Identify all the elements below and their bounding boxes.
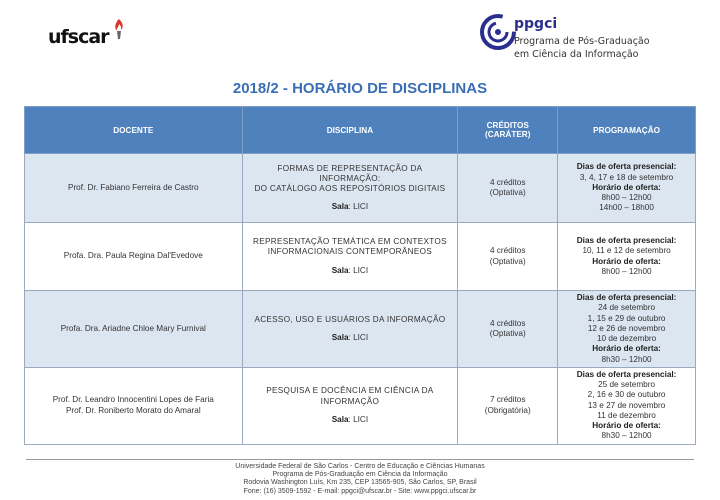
disciplina-cell	[242, 291, 458, 368]
programacao-cell	[558, 291, 696, 368]
footer-line: Fone: (16) 3509-1592 - E-mail: ppgci@ufscar.br - Site: www.ppgci.ufscar.br	[243, 487, 477, 495]
sala-info	[249, 333, 452, 343]
programacao-cell	[558, 223, 696, 291]
ufscar-wordmark: ufscar	[48, 26, 109, 48]
page-title: 2018/2 - HORÁRIO DE DISCIPLINAS	[232, 80, 488, 97]
disciplina-name-line: DO CATÁLOGO AOS REPOSITÓRIOS DIGITAIS	[254, 184, 446, 193]
ppgci-subtitle-line2: em Ciência da Informação	[514, 49, 639, 60]
ppgci-logo	[478, 8, 668, 60]
creditos-value: 4 créditos	[489, 318, 526, 328]
docente-cell	[25, 367, 243, 444]
ppgci-emblem-icon	[478, 12, 518, 52]
horario-label: Horário de oferta:	[592, 256, 661, 266]
oferta-label: Dias de oferta presencial:	[576, 162, 677, 172]
horario-value: 14h00 – 18h00	[599, 203, 654, 213]
oferta-dias: 10, 11 e 12 de setembro	[582, 246, 671, 256]
header-docente: DOCENTE	[25, 107, 243, 154]
header-carater-label: (CARÁTER)	[484, 130, 531, 139]
table-header-row	[25, 107, 696, 154]
disciplina-cell	[242, 223, 458, 291]
header-disciplina: DISCIPLINA	[242, 107, 458, 154]
oferta-dias: 3, 4, 17 e 18 de setembro	[579, 172, 674, 182]
header-programacao: PROGRAMAÇÃO	[558, 107, 696, 154]
docente-cell	[25, 223, 243, 291]
sala-value: : LICI	[348, 202, 369, 212]
horario-label: Horário de oferta:	[592, 182, 661, 192]
sala-info	[249, 415, 452, 425]
footer-divider	[26, 459, 694, 460]
docente-name: Prof. Dr. Leandro Innocentini Lopes de Faria	[52, 395, 214, 405]
disciplina-cell	[242, 367, 458, 444]
creditos-cell	[458, 223, 558, 291]
ppgci-wordmark: ppgci	[514, 16, 558, 32]
programacao-cell	[558, 154, 696, 223]
oferta-label: Dias de oferta presencial:	[576, 236, 677, 245]
sala-label: Sala	[331, 414, 349, 424]
docente-cell	[25, 291, 243, 368]
creditos-cell	[458, 367, 558, 444]
horario-value: 8h30 – 12h00	[601, 354, 652, 364]
docente-name: Prof. Dr. Roniberto Morato do Amaral	[65, 405, 201, 415]
oferta-dias: 10 de dezembro	[596, 334, 657, 343]
disciplina-name-line: ACESSO, USO E USUÁRIOS DA INFORMAÇÃO	[254, 314, 446, 324]
sala-label: Sala	[331, 265, 349, 275]
disciplina-name-line: INFORMACIONAIS CONTEMPORÂNEOS	[267, 247, 433, 257]
disciplina-name-line: PESQUISA E DOCÊNCIA EM CIÊNCIA DA	[266, 386, 434, 396]
creditos-value: 7 créditos	[489, 395, 526, 405]
oferta-label: Dias de oferta presencial:	[576, 369, 677, 379]
disciplina-cell	[242, 154, 458, 223]
horario-label: Horário de oferta:	[592, 421, 661, 430]
header-creditos	[458, 107, 558, 154]
docente-name: Prof. Dr. Fabiano Ferreira de Castro	[67, 182, 199, 192]
carater-value: (Obrigatória)	[484, 405, 531, 415]
torch-icon	[112, 18, 126, 40]
oferta-label: Dias de oferta presencial:	[576, 293, 677, 302]
table-row	[25, 223, 696, 291]
docente-cell	[25, 154, 243, 223]
oferta-dias: 1, 15 e 29 de outubro	[587, 313, 666, 323]
creditos-value: 4 créditos	[489, 246, 526, 256]
footer	[0, 463, 720, 496]
docente-name: Profa. Dra. Ariadne Chloe Mary Furnival	[60, 323, 206, 333]
horario-label: Horário de oferta:	[592, 344, 661, 354]
creditos-cell	[458, 291, 558, 368]
horario-value: 8h00 – 12h00	[601, 266, 652, 276]
ufscar-logo	[48, 18, 158, 54]
sala-value: : LICI	[348, 414, 369, 424]
sala-label: Sala	[331, 202, 349, 212]
sala-value: : LICI	[348, 265, 369, 275]
oferta-dias: 2, 16 e 30 de outubro	[587, 390, 666, 400]
footer-line: Rodovia Washington Luís, Km 235, CEP 13565-905, São Carlos, SP, Brasil	[243, 479, 477, 487]
sala-label: Sala	[331, 332, 349, 342]
carater-value: (Optativa)	[489, 328, 526, 338]
oferta-dias: 24 de setembro	[598, 303, 656, 313]
programacao-cell	[558, 367, 696, 444]
horario-value: 8h00 – 12h00	[601, 193, 652, 203]
disciplina-name-line: REPRESENTAÇÃO TEMÁTICA EM CONTEXTOS	[253, 237, 447, 247]
carater-value: (Optativa)	[489, 256, 526, 266]
oferta-dias: 11 de dezembro	[597, 410, 656, 420]
docente-name: Profa. Dra. Paula Regina Dal'Evedove	[63, 251, 203, 261]
schedule-table	[24, 106, 696, 445]
table-row	[25, 291, 696, 368]
table-row	[25, 367, 696, 444]
disciplina-name-line: INFORMAÇÃO	[320, 396, 380, 406]
oferta-dias: 13 e 27 de novembro	[587, 400, 666, 410]
oferta-dias: 25 de setembro	[598, 380, 656, 389]
oferta-dias: 12 e 26 de novembro	[587, 323, 666, 333]
sala-info	[249, 202, 452, 212]
disciplina-name-line: FORMAS DE REPRESENTAÇÃO DA INFORMAÇÃO:	[277, 163, 423, 183]
sala-info	[249, 266, 452, 276]
creditos-value: 4 créditos	[489, 177, 526, 187]
ppgci-subtitle-line1: Programa de Pós-Graduação	[514, 36, 650, 47]
horario-value: 8h30 – 12h00	[601, 431, 652, 441]
header-creditos-label: CRÉDITOS	[486, 121, 529, 130]
table-row	[25, 154, 696, 223]
sala-value: : LICI	[348, 332, 369, 342]
footer-line: Universidade Federal de São Carlos - Centro de Educação e Ciências Humanas	[235, 463, 485, 470]
creditos-cell	[458, 154, 558, 223]
carater-value: (Optativa)	[489, 188, 526, 197]
footer-line: Programa de Pós-Graduação em Ciência da Informação	[272, 471, 448, 479]
